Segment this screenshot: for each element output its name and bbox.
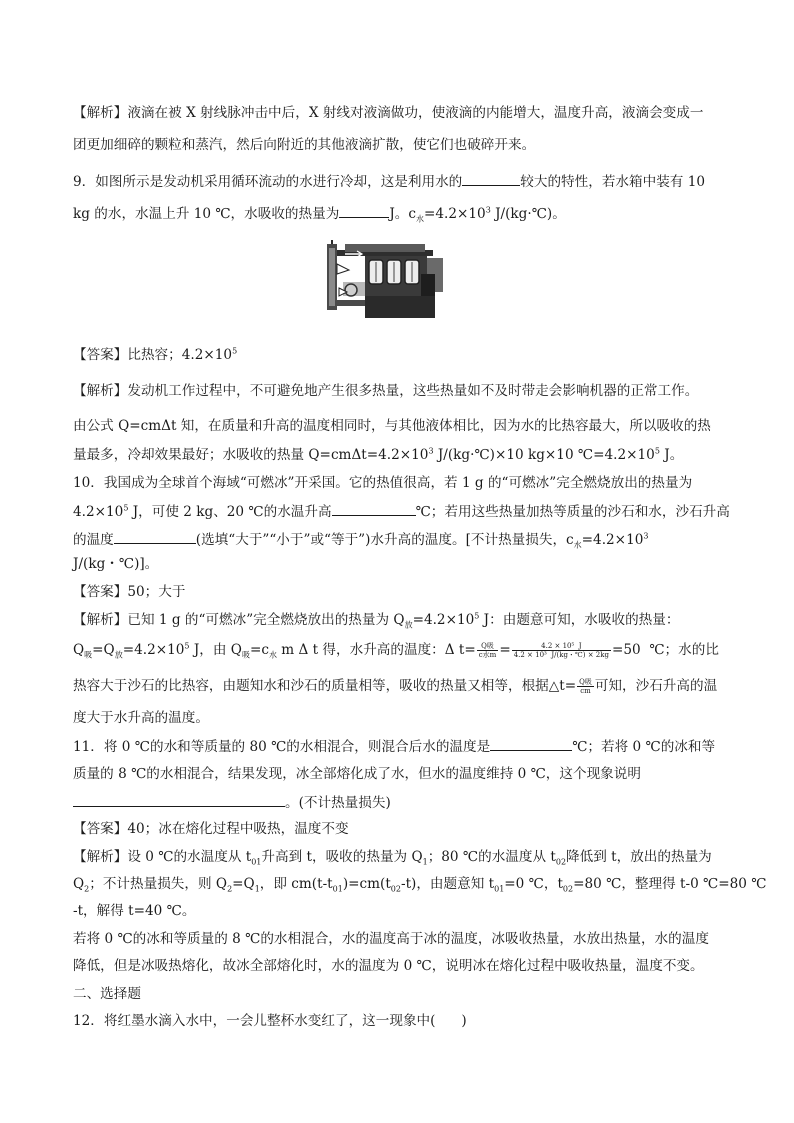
section-heading: 二、选择题: [73, 986, 141, 1002]
fraction: $\frac{\text{Q吸}}{cm}$: [579, 678, 592, 695]
engine-cooling-diagram: [325, 240, 451, 326]
fraction: $\frac{\text{Q吸}}{\text{c水m}}$: [478, 642, 497, 659]
answer-11: 【答案】40；冰在熔化过程中吸热，温度不变: [73, 821, 349, 837]
answer-blank[interactable]: [490, 737, 572, 751]
answer-9: 【答案】比热容；$4.2\times 10^5$: [73, 346, 238, 363]
analysis-9-line-3: 量最多，冷却效果最好；水吸收的热量 $Q=cm\Delta t=4.2\times 10^3$ J/(kg·℃)×10 kg×10 $℃=4.2\times 10^5$ J。: [73, 446, 684, 463]
analysis-10-line-3: 热容大于沙石的比热容，由题知水和沙石的质量相等，吸收的热量又相等，根据△t= $\frac{\text{Q吸}}{cm}$ 可知，沙石升高的温: [73, 678, 718, 695]
answer-blank[interactable]: [339, 204, 389, 218]
answer-blank[interactable]: [332, 502, 416, 516]
analysis-11-line-4: 若将 0 ℃的冰和等质量的 8 ℃的水相混合，水的温度高于冰的温度，冰吸收热量，水放出热量，水的温度: [73, 931, 709, 947]
question-10-line-4: J/(kg・℃)]。: [73, 556, 159, 572]
question-10-line-1: 10．我国成为全球首个海域“可燃冰”开采国。它的热值很高，若 1 g 的“可燃冰”完全燃烧放出的热量为: [73, 475, 693, 491]
analysis-10-line-1: 【解析】已知 1 g 的“可燃冰”完全燃烧放出的热量为 $Q_放=4.2\times 10^5$ J：由题意可知，水吸收的热量：: [73, 611, 680, 630]
answer-10: 【答案】50；大于: [73, 584, 186, 600]
text-line-1: 【解析】液滴在被 X 射线脉冲击中后，X 射线对液滴做功，使液滴的内能增大，温度升高，液滴会变成一: [73, 105, 704, 121]
analysis-11-line-1: 【解析】设 0 ℃的水温度从 $t_{01}$升高到 t，吸收的热量为 $Q_1$；80 ℃的水温度从 $t_{02}$降低到 t，放出的热量为: [73, 849, 712, 867]
question-10-line-3: 的温度 (选填“大于”“小于”或“等于”)水升高的温度。[不计热量损失，$c_水=4.2\times 10^3$: [73, 531, 649, 550]
analysis-10-line-2: $Q_吸=Q_放=4.2\times 10^5$ J，由 $Q_吸=c_水$ m Δ t 得，水升高的温度：Δ t= $\frac{\text{Q吸}}{\text{c水m}}$ = $\frac{\text{4.2 × 10⁵ J}}{\text{4.2 × 10³ J/(kg・℃) × 2kg}}$ =50 ℃；水的比: [73, 641, 719, 660]
analysis-10-line-4: 度大于水升高的温度。: [73, 710, 209, 726]
fraction: $\frac{\text{4.2 × 10⁵ J}}{\text{4.2 × 10³ J/(kg・℃) × 2kg}}$: [513, 642, 609, 659]
question-11-line-1: 11．将 0 ℃的水和等质量的 80 ℃的水相混合，则混合后水的温度是 ℃；若将 0 ℃的冰和等: [73, 739, 716, 755]
question-9-line-2: kg 的水，水温上升 10 ℃，水吸收的热量为 J。$c_水=4.2\times 10^3$ J/(kg·℃)。: [73, 205, 566, 224]
analysis-11-line-5: 降低，但是冰吸热熔化，故冰全部熔化时，水的温度为 0 ℃，说明冰在熔化过程中吸收热量，温度不变。: [73, 958, 704, 974]
engine-cooling-figure: [325, 240, 451, 326]
analysis-9-line-1: 【解析】发动机工作过程中，不可避免地产生很多热量，这些热量如不及时带走会影响机器的正常工作。: [73, 383, 699, 399]
question-10-line-2: $4.2\times 10^5$ J，可使 2 kg、20 ℃的水温升高 ℃；若用这些热量加热等质量的沙石和水，沙石升高: [73, 503, 730, 520]
question-11-line-2: 质量的 8 ℃的水相混合，结果发现，冰全部熔化成了水，但水的温度维持 0 ℃，这个现象说明: [73, 766, 641, 782]
analysis-9-line-2: 由公式 Q=cmΔt 知，在质量和升高的温度相同时，与其他液体相比，因为水的比热容最大，所以吸收的热: [73, 418, 711, 434]
answer-blank[interactable]: [73, 793, 285, 807]
question-11-line-3: 。(不计热量损失): [73, 793, 391, 812]
question-9-line-1: 9．如图所示是发动机采用循环流动的水进行冷却，这是利用水的 较大的特性，若水箱中装有 10: [73, 174, 706, 190]
answer-blank[interactable]: [114, 530, 196, 544]
question-12: 12．将红墨水滴入水中，一会儿整杯水变红了，这一现象中( ): [73, 1013, 467, 1029]
analysis-11-line-3: -t，解得 t=40 ℃。: [73, 903, 196, 919]
answer-blank[interactable]: [462, 172, 520, 186]
analysis-11-line-2: $Q_2$；不计热量损失，则 $Q_2=Q_1$，即 $cm(t-t_{01})=cm(t_{02}-t)$，由题意知 $t_{01}=0$ ℃，$t_{02}=80$ ℃，整理得 t-0 ℃=80 ℃: [73, 876, 767, 894]
text-line-2: 团更加细碎的颗粒和蒸汽，然后向附近的其他液滴扩散，使它们也破碎开来。: [73, 137, 536, 153]
